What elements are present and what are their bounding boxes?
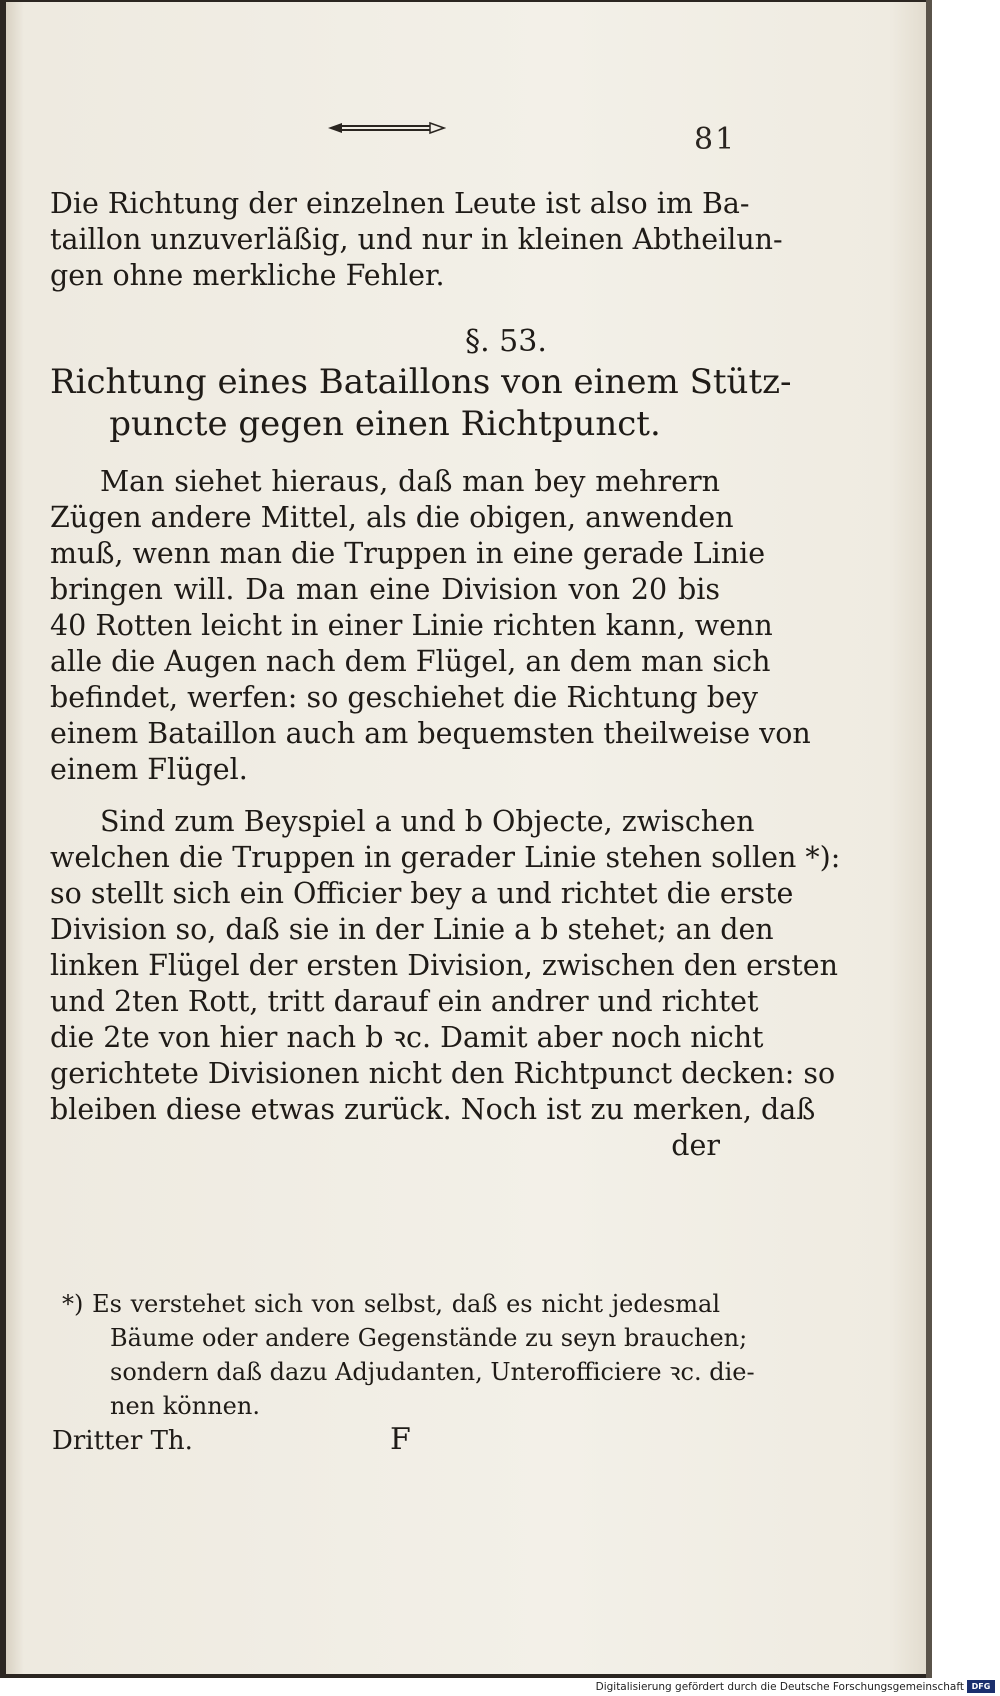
paragraph-line: einem Bataillon auch am bequemsten theilweise von xyxy=(50,717,811,750)
paragraph-line: gerichtete Divisionen nicht den Richtpunct decken: so xyxy=(50,1057,836,1090)
intro-line: taillon unzuverläßig, und nur in kleinen Abtheilun- xyxy=(50,223,783,256)
paragraph-line: bringen will. Da man eine Division von 20 bis xyxy=(50,573,720,606)
footnote-line: nen können. xyxy=(110,1392,260,1420)
footnote-line: sondern daß dazu Adjudanten, Unterofficiere ꝛc. die- xyxy=(110,1358,755,1386)
page-number: 81 xyxy=(694,122,737,157)
paragraph-line: und 2ten Rott, tritt darauf ein andrer und richtet xyxy=(50,985,759,1018)
paragraph-line: welchen die Truppen in gerader Linie stehen sollen *): xyxy=(50,841,841,874)
paragraph-line: muß, wenn man die Truppen in eine gerade Linie xyxy=(50,537,766,570)
dfg-logo: DFG xyxy=(967,1680,995,1693)
paragraph-line: Man siehet hieraus, daß man bey mehrern xyxy=(100,465,720,498)
paragraph-line: einem Flügel. xyxy=(50,753,248,786)
paragraph-line: Sind zum Beyspiel a und b Objecte, zwischen xyxy=(100,805,755,838)
book-page xyxy=(6,2,926,1674)
paragraph-line: die 2te von hier nach b ꝛc. Damit aber noch nicht xyxy=(50,1021,764,1054)
paragraph-line: alle die Augen nach dem Flügel, an dem man sich xyxy=(50,645,771,678)
paragraph-line: bleiben diese etwas zurück. Noch ist zu merken, daß xyxy=(50,1093,816,1126)
section-number: §. 53. xyxy=(465,324,547,359)
signature-note: Dritter Th. xyxy=(52,1426,193,1456)
credit-text: Digitalisierung gefördert durch die Deutsche Forschungsgemeinschaft xyxy=(595,1681,964,1693)
intro-line: Die Richtung der einzelnen Leute ist also im Ba- xyxy=(50,187,750,220)
paragraph-line: Division so, daß sie in der Linie a b stehet; an den xyxy=(50,913,774,946)
paragraph-line: so stellt sich ein Officier bey a und richtet die erste xyxy=(50,877,794,910)
paragraph-line: linken Flügel der ersten Division, zwischen den ersten xyxy=(50,949,838,982)
section-heading-line: Richtung eines Bataillons von einem Stütz- xyxy=(50,362,792,402)
footnote-line: Bäume oder andere Gegenstände zu seyn brauchen; xyxy=(110,1324,748,1352)
catchword: der xyxy=(671,1129,720,1162)
signature-mark: F xyxy=(390,1422,411,1457)
intro-line: gen ohne merkliche Fehler. xyxy=(50,259,445,292)
section-heading-line: puncte gegen einen Richtpunct. xyxy=(109,404,661,444)
ornament-divider xyxy=(326,120,446,136)
paragraph-line: 40 Rotten leicht in einer Linie richten kann, wenn xyxy=(50,609,773,642)
footnote-line: *) Es verstehet sich von selbst, daß es nicht jedesmal xyxy=(62,1290,720,1318)
page-edge xyxy=(926,0,932,1678)
paragraph-line: befindet, werfen: so geschiehet die Richtung bey xyxy=(50,681,758,714)
paragraph-line: Zügen andere Mittel, als die obigen, anwenden xyxy=(50,501,734,534)
